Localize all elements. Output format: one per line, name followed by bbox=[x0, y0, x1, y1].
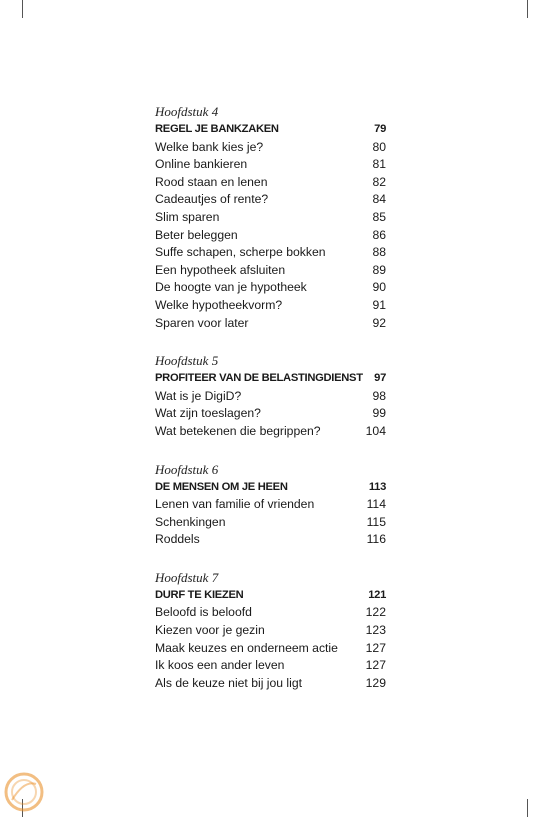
toc-entry-page: 122 bbox=[365, 605, 386, 620]
toc-entry-text: Welke hypotheekvorm? bbox=[155, 297, 283, 312]
toc-entry bbox=[155, 209, 386, 227]
chapter-section bbox=[155, 103, 386, 332]
toc-entry bbox=[155, 244, 386, 262]
toc-entry-page: 85 bbox=[372, 209, 386, 224]
toc-entry bbox=[155, 405, 386, 423]
toc-entry-page: 82 bbox=[372, 174, 386, 189]
toc-entry-page: 114 bbox=[366, 497, 386, 512]
crop-mark-top-left bbox=[22, 0, 23, 18]
toc-entry-text: Kiezen voor je gezin bbox=[155, 623, 265, 638]
crop-mark-bottom-right bbox=[527, 799, 528, 817]
chapter-section bbox=[155, 569, 386, 693]
toc-entry-page: 123 bbox=[365, 623, 386, 638]
chapter-title-row bbox=[155, 121, 386, 139]
toc-entry-text: Wat betekenen die begrippen? bbox=[155, 423, 321, 438]
toc-entry-page: 98 bbox=[372, 388, 386, 403]
toc-entry bbox=[155, 227, 386, 245]
toc-entry bbox=[155, 279, 386, 297]
toc-entry-page: 91 bbox=[372, 297, 386, 312]
toc-entry-text: Lenen van familie of vrienden bbox=[155, 497, 315, 512]
chapter-page-number: 79 bbox=[374, 123, 386, 135]
toc-entry bbox=[155, 496, 386, 514]
chapter-title-row bbox=[155, 479, 386, 497]
toc-entry bbox=[155, 156, 386, 174]
toc-entry-text: Ik koos een ander leven bbox=[155, 658, 285, 673]
toc-entry bbox=[155, 191, 386, 209]
toc-entry-page: 92 bbox=[372, 315, 386, 330]
toc-entry bbox=[155, 514, 386, 532]
chapter-title: REGEL JE BANKZAKEN bbox=[155, 123, 279, 135]
toc-entry-text: Slim sparen bbox=[155, 209, 220, 224]
chapter-title: DURF TE KIEZEN bbox=[155, 588, 244, 601]
table-of-contents bbox=[155, 103, 386, 712]
toc-entry-text: Cadeautjes of rente? bbox=[155, 192, 269, 207]
toc-entry-text: Beter beleggen bbox=[155, 227, 238, 242]
toc-entry-text: Als de keuze niet bij jou ligt bbox=[155, 675, 303, 690]
chapter-title-row bbox=[155, 370, 386, 388]
toc-entry-text: Online bankieren bbox=[155, 157, 248, 172]
chapter-label: Hoofdstuk 7 bbox=[155, 569, 219, 585]
toc-entry bbox=[155, 675, 386, 693]
toc-entry-text: Roddels bbox=[155, 532, 200, 547]
toc-entry-text: Maak keuzes en onderneem actie bbox=[155, 640, 338, 655]
toc-entry bbox=[155, 315, 386, 333]
bol-watermark-icon bbox=[2, 770, 46, 814]
chapter-page-number: 97 bbox=[374, 372, 386, 385]
toc-entry bbox=[155, 139, 386, 157]
chapter-page-number: 113 bbox=[368, 480, 386, 493]
toc-entry-page: 127 bbox=[365, 658, 386, 673]
toc-entry-text: Rood staan en lenen bbox=[155, 174, 268, 189]
toc-entry bbox=[155, 297, 386, 315]
chapter-page-number: 121 bbox=[368, 588, 386, 601]
toc-entry-page: 104 bbox=[365, 423, 386, 438]
toc-entry-text: Een hypotheek afsluiten bbox=[155, 262, 286, 277]
toc-entry-text: Welke bank kies je? bbox=[155, 139, 264, 154]
chapter-title: DE MENSEN OM JE HEEN bbox=[155, 480, 288, 493]
chapter-title: PROFITEER VAN DE BELASTINGDIENST bbox=[155, 372, 363, 385]
toc-entry bbox=[155, 531, 386, 549]
toc-entry-text: Schenkingen bbox=[155, 514, 226, 529]
toc-entry bbox=[155, 640, 386, 658]
chapter-label: Hoofdstuk 4 bbox=[155, 104, 219, 119]
toc-entry-page: 116 bbox=[366, 532, 386, 547]
chapter-label: Hoofdstuk 6 bbox=[155, 461, 219, 477]
toc-entry-text: Sparen voor later bbox=[155, 315, 249, 330]
toc-entry bbox=[155, 622, 386, 640]
chapter-section bbox=[155, 352, 386, 440]
toc-entry-text: De hoogte van je hypotheek bbox=[155, 280, 307, 295]
crop-mark-top-right bbox=[527, 0, 528, 18]
toc-entry-text: Wat is je DigiD? bbox=[155, 388, 242, 403]
toc-entry-page: 89 bbox=[372, 262, 386, 277]
chapter-label: Hoofdstuk 5 bbox=[155, 353, 219, 369]
toc-entry-page: 129 bbox=[365, 675, 386, 690]
toc-entry-text: Wat zijn toeslagen? bbox=[155, 406, 261, 421]
toc-entry bbox=[155, 423, 386, 441]
toc-entry-text: Suffe schapen, scherpe bokken bbox=[155, 245, 326, 260]
toc-entry-page: 86 bbox=[372, 227, 386, 242]
toc-entry bbox=[155, 174, 386, 192]
toc-entry bbox=[155, 388, 386, 406]
toc-entry bbox=[155, 604, 386, 622]
toc-entry-page: 99 bbox=[372, 406, 386, 421]
toc-entry-page: 90 bbox=[372, 280, 386, 295]
toc-entry-page: 115 bbox=[366, 514, 386, 529]
toc-entry-page: 81 bbox=[372, 157, 386, 172]
chapter-title-row bbox=[155, 587, 386, 605]
toc-entry-page: 88 bbox=[372, 245, 386, 260]
toc-entry-text: Beloofd is beloofd bbox=[155, 605, 252, 620]
toc-entry-page: 127 bbox=[365, 640, 386, 655]
toc-entry bbox=[155, 262, 386, 280]
chapter-section bbox=[155, 461, 386, 549]
toc-entry bbox=[155, 657, 386, 675]
toc-entry-page: 80 bbox=[372, 139, 386, 154]
toc-entry-page: 84 bbox=[372, 192, 386, 207]
